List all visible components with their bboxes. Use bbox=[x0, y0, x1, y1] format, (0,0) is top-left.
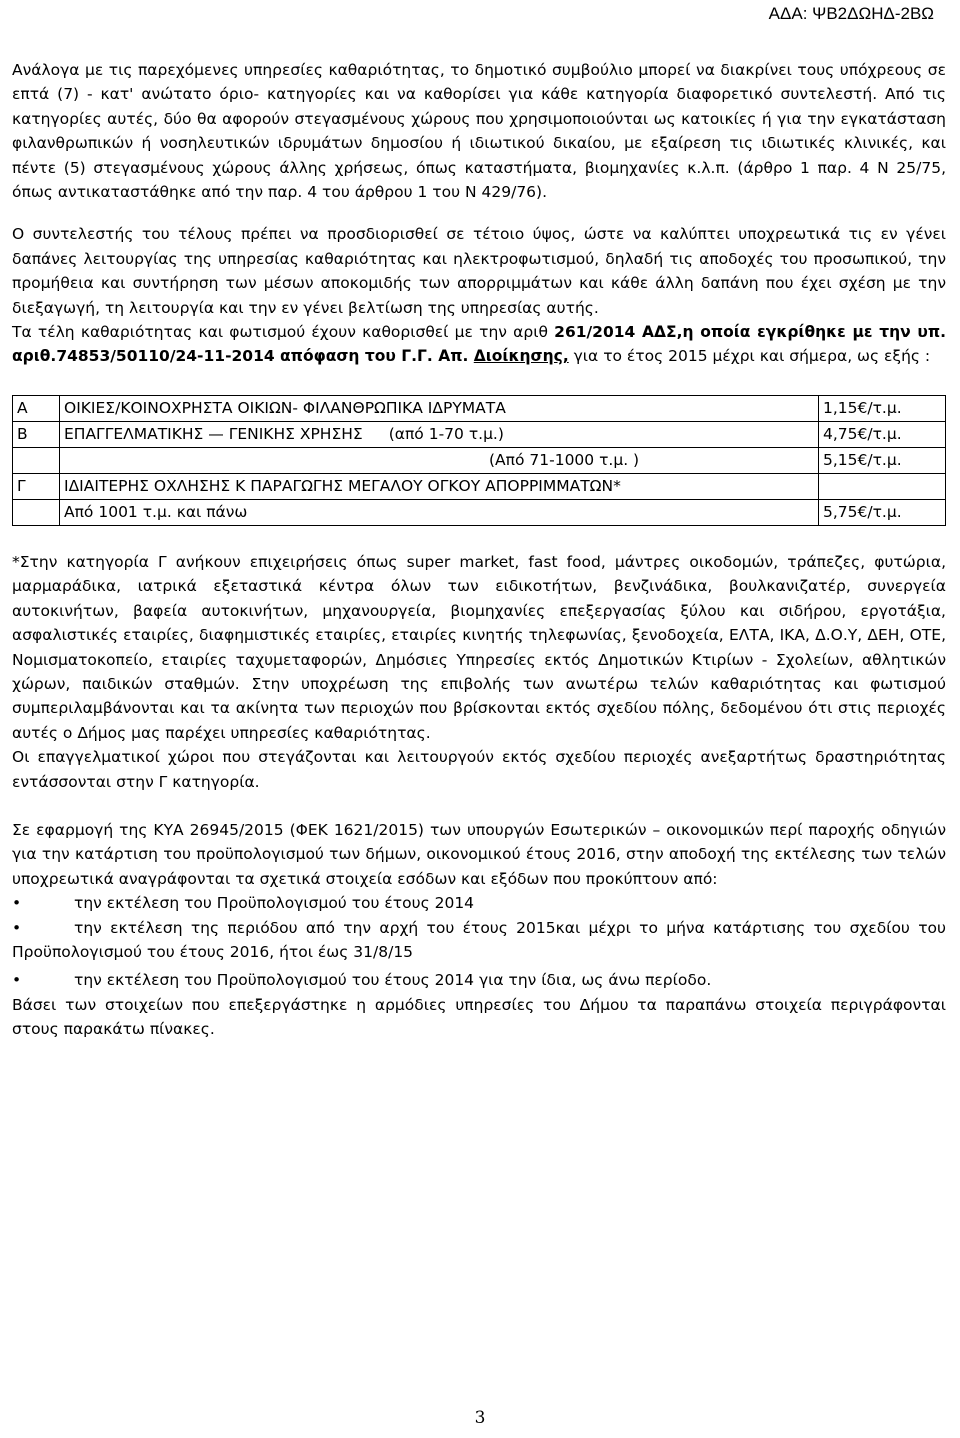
category-letter: Γ bbox=[13, 473, 60, 499]
paragraph-coefficient: Ο συντελεστής του τέλους πρέπει να προσδιορισθεί σε τέτοιο ύψος, ώστε να καλύπτει υποχρεωτικά τις εν γένει δαπάνες λειτουργίας της υπηρεσίας καθαριότητας και ηλεκτροφωτισμού, δηλαδή τις αποδοχές του προσωπικού, την προμήθεια και συντήρηση των μέσων αποκομιδής των απορριμμάτων και κάθε άλλη δαπάνη που έχει σχέση με την διεξαγωγή, τη λειτουργία και την εν γένει βελτίωση της υπηρεσίας αυτής. bbox=[12, 225, 946, 317]
decision-tail: για το έτος 2015 μέχρι και σήμερα, ως εξής : bbox=[568, 347, 931, 366]
bullet-icon: • bbox=[12, 894, 22, 913]
page-number: 3 bbox=[474, 1408, 486, 1428]
category-price: 5,75€/τ.μ. bbox=[819, 499, 946, 525]
decision-text: Τα τέλη καθαριότητας και φωτισμού έχουν καθορισθεί με την αριθ bbox=[12, 323, 555, 342]
list-item bbox=[12, 968, 946, 992]
paragraph-kya: Σε εφαρμογή της ΚΥΑ 26945/2015 (ΦΕΚ 1621/2015) των υπουργών Εσωτερικών – οικονομικών περί παροχής οδηγιών για την κατάρτιση του προϋπολογισμού των δήμων, οικονομικού έτους 2016, στην αποδοχή της εκτέλεσης των τελών υποχρεωτικά αναγράφονται τα σχετικά στοιχεία εσόδων και εξόδων που προκύπτουν από: bbox=[12, 820, 946, 888]
category-description bbox=[60, 421, 819, 447]
category-description: ΟΙΚΙΕΣ/ΚΟΙΝΟΧΡΗΣΤΑ ΟΙΚΙΩΝ- ΦΙΛΑΝΘΡΩΠΙΚΑ ΙΔΡΥΜΑΤΑ bbox=[60, 395, 819, 421]
category-description: ΙΔΙΑΙΤΕΡΗΣ ΟΧΛΗΣΗΣ Κ ΠΑΡΑΓΩΓΗΣ ΜΕΓΑΛΟΥ ΟΓΚΟΥ ΑΠΟΡΡΙΜΜΑΤΩΝ* bbox=[60, 473, 819, 499]
bullet-icon: • bbox=[12, 971, 22, 990]
category-letter bbox=[13, 499, 60, 525]
paragraph-categories: Ανάλογα με τις παρεχόμενες υπηρεσίες καθαριότητας, το δημοτικό συμβούλιο μπορεί να διακρίνει τους υπόχρεους σε επτά (7) - κατ' ανώτατο όριο- κατηγορίες και να καθορίσει για κάθε κατηγορία διαφορετικό συντελεστή. Από τις κατηγορίες αυτές, δύο θα αφορούν στεγασμένους χώρους που χρησιμοποιούνται ως κατοικίες ή για την εγκατάσταση φιλανθρωπικών ή νοσηλευτικών ιδρυμάτων δημοσίου ή ιδιωτικού δικαίου, με εξαίρεση τις ιδιωτικές κλινικές, και πέντε (5) στεγασμένους χώρους άλλης χρήσεως, όπως καταστήματα, βιομηχανίες κ.λ.π. (άρθρο 1 παρ. 4 Ν 25/75, όπως αντικαταστάθηκε από την παρ. 4 του άρθρου 1 του Ν 429/76). bbox=[12, 61, 946, 202]
category-letter: Β bbox=[13, 421, 60, 447]
decision-underline: Διοίκησης, bbox=[473, 347, 569, 366]
document-body bbox=[12, 58, 946, 1042]
table-row bbox=[13, 499, 946, 525]
category-description-range: (Από 71-1000 τ.μ. ) bbox=[489, 451, 640, 470]
list-item-text: την εκτέλεση της περιόδου από την αρχή του έτους 2015και μέχρι το μήνα κατάρτισης του σχεδίου του Προϋπολογισμού του έτους 2016, ήτοι έως 31/8/15 bbox=[12, 918, 946, 961]
category-description bbox=[60, 447, 819, 473]
list-item bbox=[12, 916, 946, 965]
table-row bbox=[13, 395, 946, 421]
list-item-text: την εκτέλεση του Προϋπολογισμού του έτους 2014 bbox=[74, 894, 475, 913]
rates-table bbox=[12, 395, 946, 526]
category-price: 5,15€/τ.μ. bbox=[819, 447, 946, 473]
category-description-range: (από 1-70 τ.μ.) bbox=[388, 425, 504, 444]
category-description: Από 1001 τ.μ. και πάνω bbox=[60, 499, 819, 525]
category-letter: Α bbox=[13, 395, 60, 421]
category-price bbox=[819, 473, 946, 499]
category-description-main: ΕΠΑΓΓΕΛΜΑΤΙΚΗΣ — ΓΕΝΙΚΗΣ ΧΡΗΣΗΣ bbox=[64, 425, 363, 444]
paragraph-professional-spaces: Οι επαγγελματικοί χώροι που στεγάζονται και λειτουργούν εκτός σχεδίου περιοχές ανεξαρτήτως δραστηριότητας εντάσσονται στην Γ κατηγορία. bbox=[12, 748, 946, 791]
table-row bbox=[13, 473, 946, 499]
decision-bold: 261/2014 ΑΔΣ,η οποία εγκρίθηκε με την υπ. αριθ.74853/50110/24-11-2014 απόφαση του Γ.Γ. Απ. bbox=[12, 323, 946, 366]
ada-code: ΑΔΑ: ΨΒ2ΔΩΗΔ-2ΒΩ bbox=[768, 4, 934, 23]
category-price: 4,75€/τ.μ. bbox=[819, 421, 946, 447]
paragraph-tables-intro: Βάσει των στοιχείων που επεξεργάστηκε η αρμόδιες υπηρεσίες του Δήμου τα παραπάνω στοιχεία περιγράφονται στους παρακάτω πίνακες. bbox=[12, 995, 946, 1039]
paragraph-category-c-note: *Στην κατηγορία Γ ανήκουν επιχειρήσεις όπως super market, fast food, μάντρες οικοδομών, τράπεζες, φυτώρια, μαρμαράδικα, ιατρικά εξεταστικά κέντρα όλων των ειδικοτήτων, βενζινάδικα, βουλκανιζατέρ, συνεργεία αυτοκινήτων, βαφεία αυτοκινήτων, μηχανουργεία, βιομηχανίες επεξεργασίας ξύλου και σιδήρου, εργοτάξια, ασφαλιστικές εταιρίες, διαφημιστικές εταιρίες, εταιρίες κινητής τηλεφωνίας, ξενοδοχεία, ΕΛΤΑ, ΙΚΑ, Δ.Ο.Υ, ΔΕΗ, ΟΤΕ, Νομισματοκοπείο, εταιρίες ταχυμεταφορών, Δημόσιες Υπηρεσίες εκτός Δημοτικών Κτιρίων - Σχολείων, αθλητικών χώρων, παιδικών σταθμών. Στην υποχρέωση της επιβολής των ανωτέρω τελών καθαριότητας και φωτισμού συμπεριλαμβάνονται και τα ακίνητα των περιοχών που βρίσκονται εκτός σχεδίου πόλης, δεδομένου ότι στις περιοχές αυτές ο Δήμος μας παρέχει υπηρεσίες καθαριότητας. bbox=[12, 552, 946, 742]
table-row bbox=[13, 447, 946, 473]
table-row bbox=[13, 421, 946, 447]
list-item-text: την εκτέλεση του Προϋπολογισμού του έτους 2014 για την ίδια, ως άνω περίοδο. bbox=[74, 971, 712, 990]
category-letter bbox=[13, 447, 60, 473]
bullet-icon: • bbox=[12, 918, 22, 937]
list-item bbox=[12, 891, 946, 915]
category-price: 1,15€/τ.μ. bbox=[819, 395, 946, 421]
paragraph-decision bbox=[12, 320, 946, 369]
